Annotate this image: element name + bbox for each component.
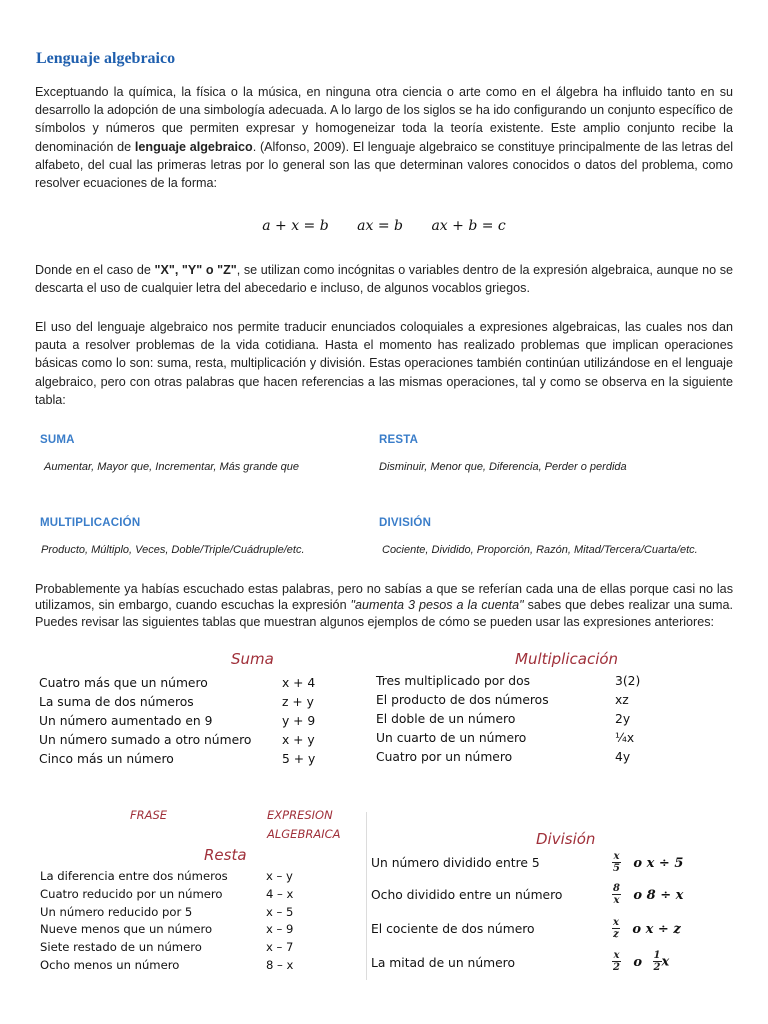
intro-text-start: Exceptuando la química, la física o la música, en ninguna otra ciencia o arte como en el álgebra ha influido tanto en su desarrollo la adopción de una simbología adecuada. A lo largo de los siglos se ha ido configurando un conjunto específico de símbolos y números que permiten expresar y homogeneizar toda la teoría existente. Este amplio conjunto recibe la denominación de (35, 85, 733, 154)
category-resta-head: RESTA (379, 434, 419, 446)
resta-row-1-phrase: La diferencia entre dos números (40, 869, 228, 883)
fraction-numerator: x (613, 950, 620, 961)
resta-col-expr-line1: EXPRESION (267, 808, 333, 822)
fraction-numerator: x (613, 917, 619, 928)
div-row-4-expr (612, 950, 669, 973)
category-resta-text: Disminuir, Menor que, Diferencia, Perder o perdida (379, 461, 627, 473)
resta-table-title: Resta (204, 846, 247, 864)
suma-row-1-expr: x + 4 (282, 676, 316, 690)
examples-text-end: sabes que debes realizar una suma. Puedes revisar las siguientes tablas que muestran algunos ejemplos de cómo se pueden usar las expresiones anteriores: (35, 598, 733, 629)
resta-col-expr-line2: ALGEBRAICA (267, 827, 341, 841)
intro-bold-term: lenguaje algebraico (134, 139, 253, 154)
div-row-1-alt: o x ÷ 5 (633, 855, 684, 871)
fraction-denominator: x (613, 895, 620, 906)
div-row-4-half (653, 950, 662, 973)
mult-row-4-expr: ¼x (615, 731, 635, 745)
resta-row-2-expr: 4 – x (266, 887, 294, 901)
examples-text-start: Probablemente ya habías escuchado estas palabras, pero no sabías a que se referían cada una de ellas porque casi no las utilizamos, sin embargo, cuando escuchas la expresión (35, 582, 733, 613)
suma-row-2-expr: z + y (282, 695, 314, 709)
suma-table-title: Suma (231, 650, 274, 668)
mult-row-3-phrase: El doble de un número (376, 712, 516, 726)
equation-2: ax = b (357, 218, 403, 234)
fraction-numerator: x (613, 851, 620, 862)
resta-row-6-phrase: Ocho menos un número (40, 958, 180, 972)
div-row-4-or: o (633, 954, 643, 970)
resta-row-2-phrase: Cuatro reducido por un número (40, 887, 223, 901)
variables-text-start: Donde en el caso de (35, 263, 155, 277)
mult-table-title: Multiplicación (515, 650, 619, 668)
mult-row-2-expr: xz (615, 693, 629, 707)
div-row-3-expr (612, 917, 681, 940)
div-row-4-fraction (612, 950, 621, 973)
mult-row-2-phrase: El producto de dos números (376, 693, 549, 707)
mult-row-1-expr: 3(2) (615, 674, 641, 688)
div-row-1-fraction (612, 851, 621, 874)
suma-row-4-phrase: Un número sumado a otro número (39, 733, 252, 747)
variables-bold-term: "X", "Y" o "Z" (154, 263, 237, 277)
mult-row-5-expr: 4y (615, 750, 631, 764)
page-title: Lenguaje algebraico (36, 50, 176, 67)
usage-paragraph: El uso del lenguaje algebraico nos permite traducir enunciados coloquiales a expresiones algebraicas, las cuales nos dan pauta a resolver problemas de la vida cotidiana. Hasta el momento has realizado problemas que implican operaciones básicas como lo son: suma, resta, multiplicación y división. Estas operaciones también continúan utilizándose en el lenguaje algebraico, pero con otras palabras que hacen referencias a las mismas operaciones, tal y como se observa en la siguiente tabla: (35, 320, 733, 407)
fraction-denominator: 5 (613, 863, 620, 874)
div-row-2-expr (612, 883, 683, 906)
div-row-1-phrase: Un número dividido entre 5 (371, 856, 540, 870)
div-row-4-phrase: La mitad de un número (371, 956, 515, 970)
div-row-2-fraction (612, 883, 621, 906)
resta-col-frase: FRASE (130, 808, 168, 822)
equation-3: ax + b = c (431, 218, 506, 234)
resta-row-5-expr: x – 7 (266, 940, 294, 954)
div-row-2-phrase: Ocho dividido entre un número (371, 888, 563, 902)
fraction-numerator: 8 (613, 883, 620, 894)
intro-paragraph (35, 83, 733, 192)
div-row-2-alt: o 8 ÷ x (633, 887, 684, 903)
variables-text-end: , se utilizan como incógnitas o variables dentro de la expresión algebraica, aunque no se descarta el uso de cualquier letra del abecedario e incluso, de algunos vocablos griegos. (35, 263, 733, 296)
variables-paragraph (35, 261, 733, 297)
div-table-title: División (536, 830, 596, 848)
div-row-3-alt: o x ÷ z (632, 921, 681, 937)
fraction-numerator: 1 (653, 950, 661, 961)
equations-line (0, 218, 768, 234)
category-division-head: DIVISIÓN (379, 517, 432, 529)
fraction-denominator: 2 (613, 962, 620, 973)
resta-row-3-phrase: Un número reducido por 5 (40, 905, 193, 919)
mult-row-1-phrase: Tres multiplicado por dos (376, 674, 530, 688)
table-divider (366, 812, 367, 980)
category-multiplicacion-text: Producto, Múltiplo, Veces, Doble/Triple/Cuádruple/etc. (41, 544, 305, 556)
resta-row-4-expr: x – 9 (266, 922, 294, 936)
suma-row-3-phrase: Un número aumentado en 9 (39, 714, 213, 728)
mult-row-3-expr: 2y (615, 712, 631, 726)
div-row-4-var: x (661, 954, 670, 970)
category-division-text: Cociente, Dividido, Proporción, Razón, Mitad/Tercera/Cuarta/etc. (382, 544, 698, 556)
suma-row-3-expr: y + 9 (282, 714, 316, 728)
suma-row-5-phrase: Cinco más un número (39, 752, 174, 766)
suma-row-1-phrase: Cuatro más que un número (39, 676, 208, 690)
resta-row-3-expr: x – 5 (266, 905, 294, 919)
div-row-3-phrase: El cociente de dos número (371, 922, 535, 936)
category-suma-head: SUMA (40, 434, 75, 446)
suma-row-2-phrase: La suma de dos números (39, 695, 194, 709)
equation-1: a + x = b (262, 218, 329, 234)
resta-row-6-expr: 8 – x (266, 958, 294, 972)
fraction-denominator: 2 (653, 962, 661, 973)
mult-row-4-phrase: Un cuarto de un número (376, 731, 527, 745)
fraction-denominator: z (613, 929, 619, 940)
mult-row-5-phrase: Cuatro por un número (376, 750, 513, 764)
suma-row-4-expr: x + y (282, 733, 315, 747)
resta-row-1-expr: x – y (266, 869, 293, 883)
div-row-3-fraction (612, 917, 620, 940)
category-multiplicacion-head: MULTIPLICACIÓN (40, 517, 141, 529)
category-suma-text: Aumentar, Mayor que, Incrementar, Más grande que (44, 461, 299, 473)
div-row-1-expr (612, 851, 683, 874)
examples-italic-quote: "aumenta 3 pesos a la cuenta" (350, 598, 524, 613)
suma-row-5-expr: 5 + y (282, 752, 316, 766)
resta-row-4-phrase: Nueve menos que un número (40, 922, 213, 936)
intro-text-end: . (Alfonso, 2009). El lenguaje algebraico se constituye principalmente de las letras del alfabeto, del cual las primeras letras por lo general son las que determinan valores conocidos o datos del problema, como resolver ecuaciones de la forma: (35, 139, 734, 191)
resta-row-5-phrase: Siete restado de un número (40, 940, 202, 954)
examples-paragraph (35, 581, 733, 630)
